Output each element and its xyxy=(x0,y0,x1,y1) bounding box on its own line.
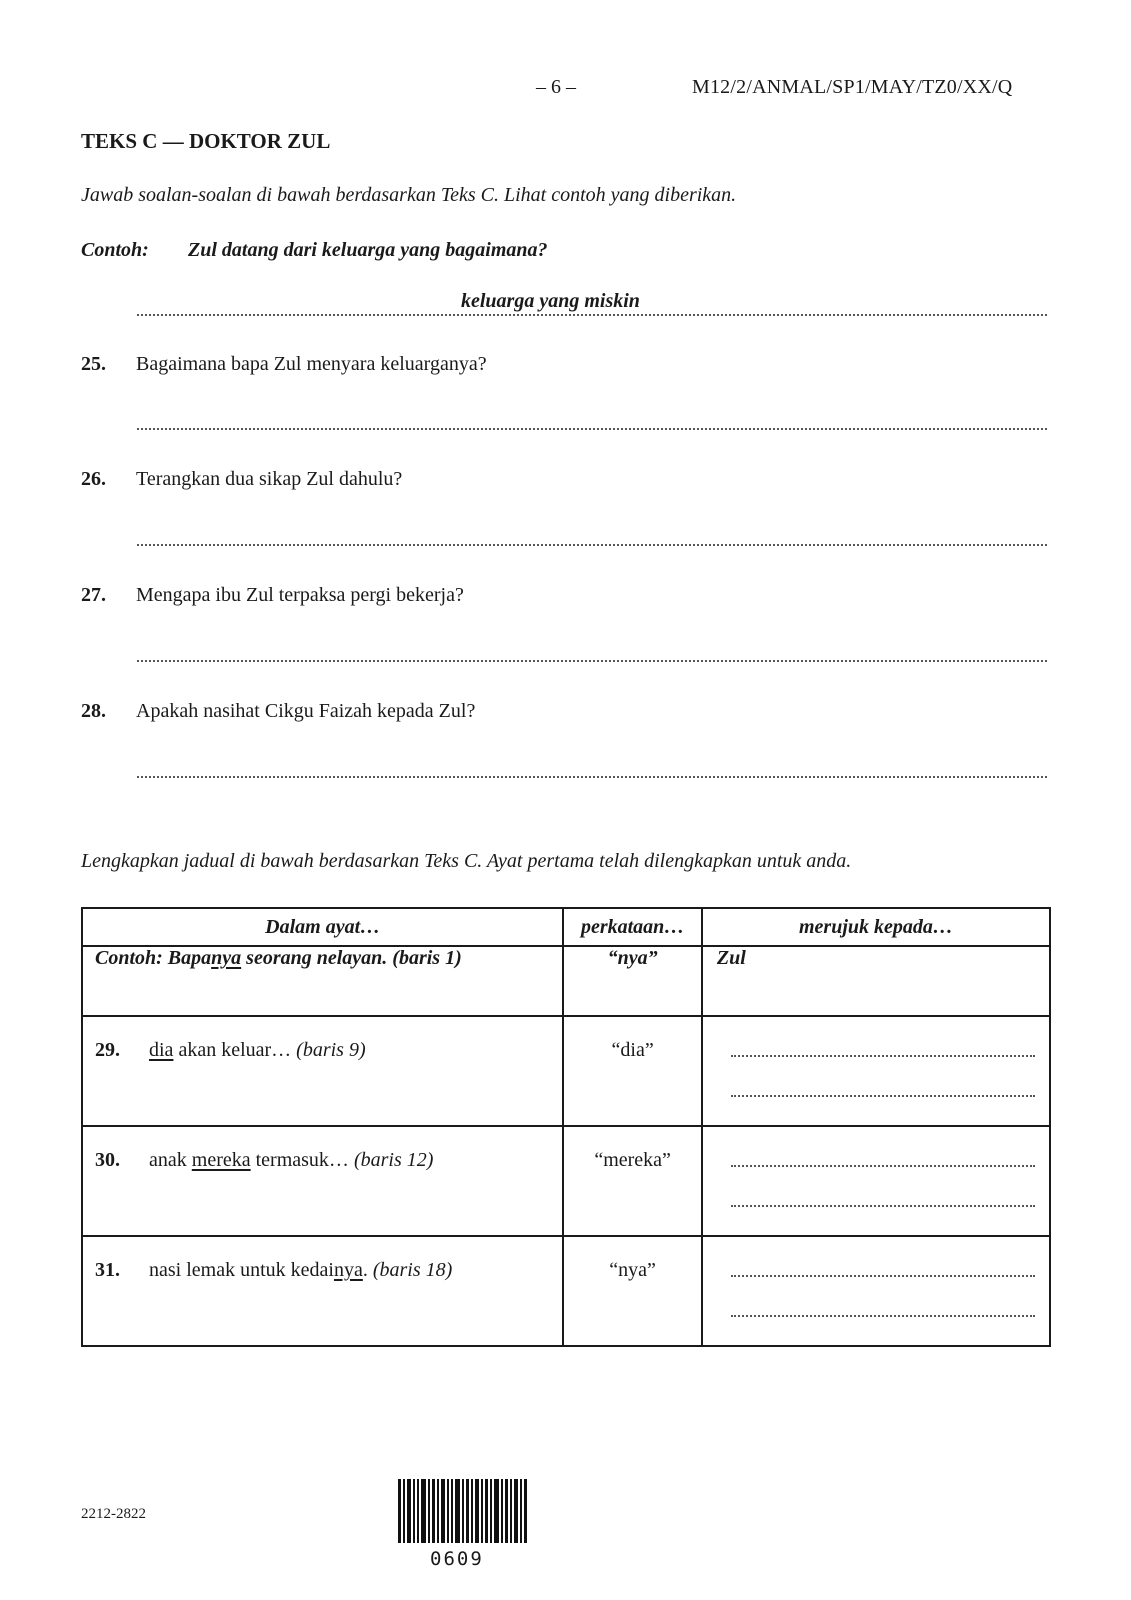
barcode-icon xyxy=(398,1479,528,1543)
question-text: Mengapa ibu Zul terpaksa pergi bekerja? xyxy=(136,584,464,606)
header-merujuk-kepada: merujuk kepada… xyxy=(702,908,1050,946)
answer-line[interactable] xyxy=(137,776,1047,778)
footer-code: 2212-2822 xyxy=(81,1506,146,1522)
section-title: TEKS C — DOKTOR ZUL xyxy=(81,129,331,153)
example-answer: keluarga yang miskin xyxy=(458,290,643,313)
row-number: 29. xyxy=(95,1039,120,1061)
page-number: – 6 – xyxy=(536,76,576,98)
underlined-word: nya xyxy=(333,1259,363,1281)
question-number: 28. xyxy=(81,700,106,722)
row-number: 30. xyxy=(95,1149,120,1171)
reference-table xyxy=(81,907,1051,1347)
underlined-word: nya xyxy=(211,947,242,969)
example-word: “nya” xyxy=(563,946,702,1016)
header-perkataan: perkataan… xyxy=(563,908,702,946)
example-refers: Zul xyxy=(702,946,1050,1016)
section-instruction: Jawab soalan-soalan di bawah berdasarkan Teks C. Lihat contoh yang diberikan. xyxy=(81,184,737,206)
underlined-word: dia xyxy=(149,1039,174,1061)
question-number: 27. xyxy=(81,584,106,606)
example-answer-line xyxy=(137,314,1047,316)
question-text: Terangkan dua sikap Zul dahulu? xyxy=(136,468,403,490)
paper-code: M12/2/ANMAL/SP1/MAY/TZ0/XX/Q xyxy=(692,76,1013,98)
table-row: 31. nasi lemak untuk kedainya. (baris 18) “nya” xyxy=(82,1236,1050,1346)
row-word: “nya” xyxy=(609,1259,656,1281)
question-number: 26. xyxy=(81,468,106,490)
answer-line[interactable] xyxy=(731,1095,1035,1097)
barcode-number: 0609 xyxy=(430,1548,484,1570)
table-header-row xyxy=(82,908,1050,946)
answer-line[interactable] xyxy=(731,1055,1035,1057)
question-text: Apakah nasihat Cikgu Faizah kepada Zul? xyxy=(136,700,476,722)
answer-line[interactable] xyxy=(137,428,1047,430)
answer-line[interactable] xyxy=(731,1205,1035,1207)
example-sentence: Contoh: Bapanya seorang nelayan. (baris 1) xyxy=(82,946,563,1016)
table-example-row xyxy=(82,946,1050,1016)
line-reference: (baris 18) xyxy=(372,1259,453,1281)
answer-line[interactable] xyxy=(137,544,1047,546)
answer-line[interactable] xyxy=(731,1275,1035,1277)
question-number: 25. xyxy=(81,353,106,375)
table-row: 30. anak mereka termasuk… (baris 12) “mereka” xyxy=(82,1126,1050,1236)
row-word: “mereka” xyxy=(594,1149,671,1171)
answer-line[interactable] xyxy=(137,660,1047,662)
row-word: “dia” xyxy=(611,1039,654,1061)
header-dalam-ayat: Dalam ayat… xyxy=(82,908,563,946)
line-reference: (baris 12) xyxy=(353,1149,434,1171)
line-reference: (baris 9) xyxy=(296,1039,366,1061)
table-instruction: Lengkapkan jadual di bawah berdasarkan Teks C. Ayat pertama telah dilengkapkan untuk anda. xyxy=(81,850,852,872)
question-text: Bagaimana bapa Zul menyara keluarganya? xyxy=(136,353,487,375)
example-question: Zul datang dari keluarga yang bagaimana? xyxy=(188,239,548,261)
answer-line[interactable] xyxy=(731,1165,1035,1167)
answer-line[interactable] xyxy=(731,1315,1035,1317)
underlined-word: mereka xyxy=(191,1149,251,1171)
table-row: 29. dia akan keluar… (baris 9) “dia” xyxy=(82,1016,1050,1126)
row-number: 31. xyxy=(95,1259,120,1281)
example-label: Contoh: xyxy=(81,239,149,261)
